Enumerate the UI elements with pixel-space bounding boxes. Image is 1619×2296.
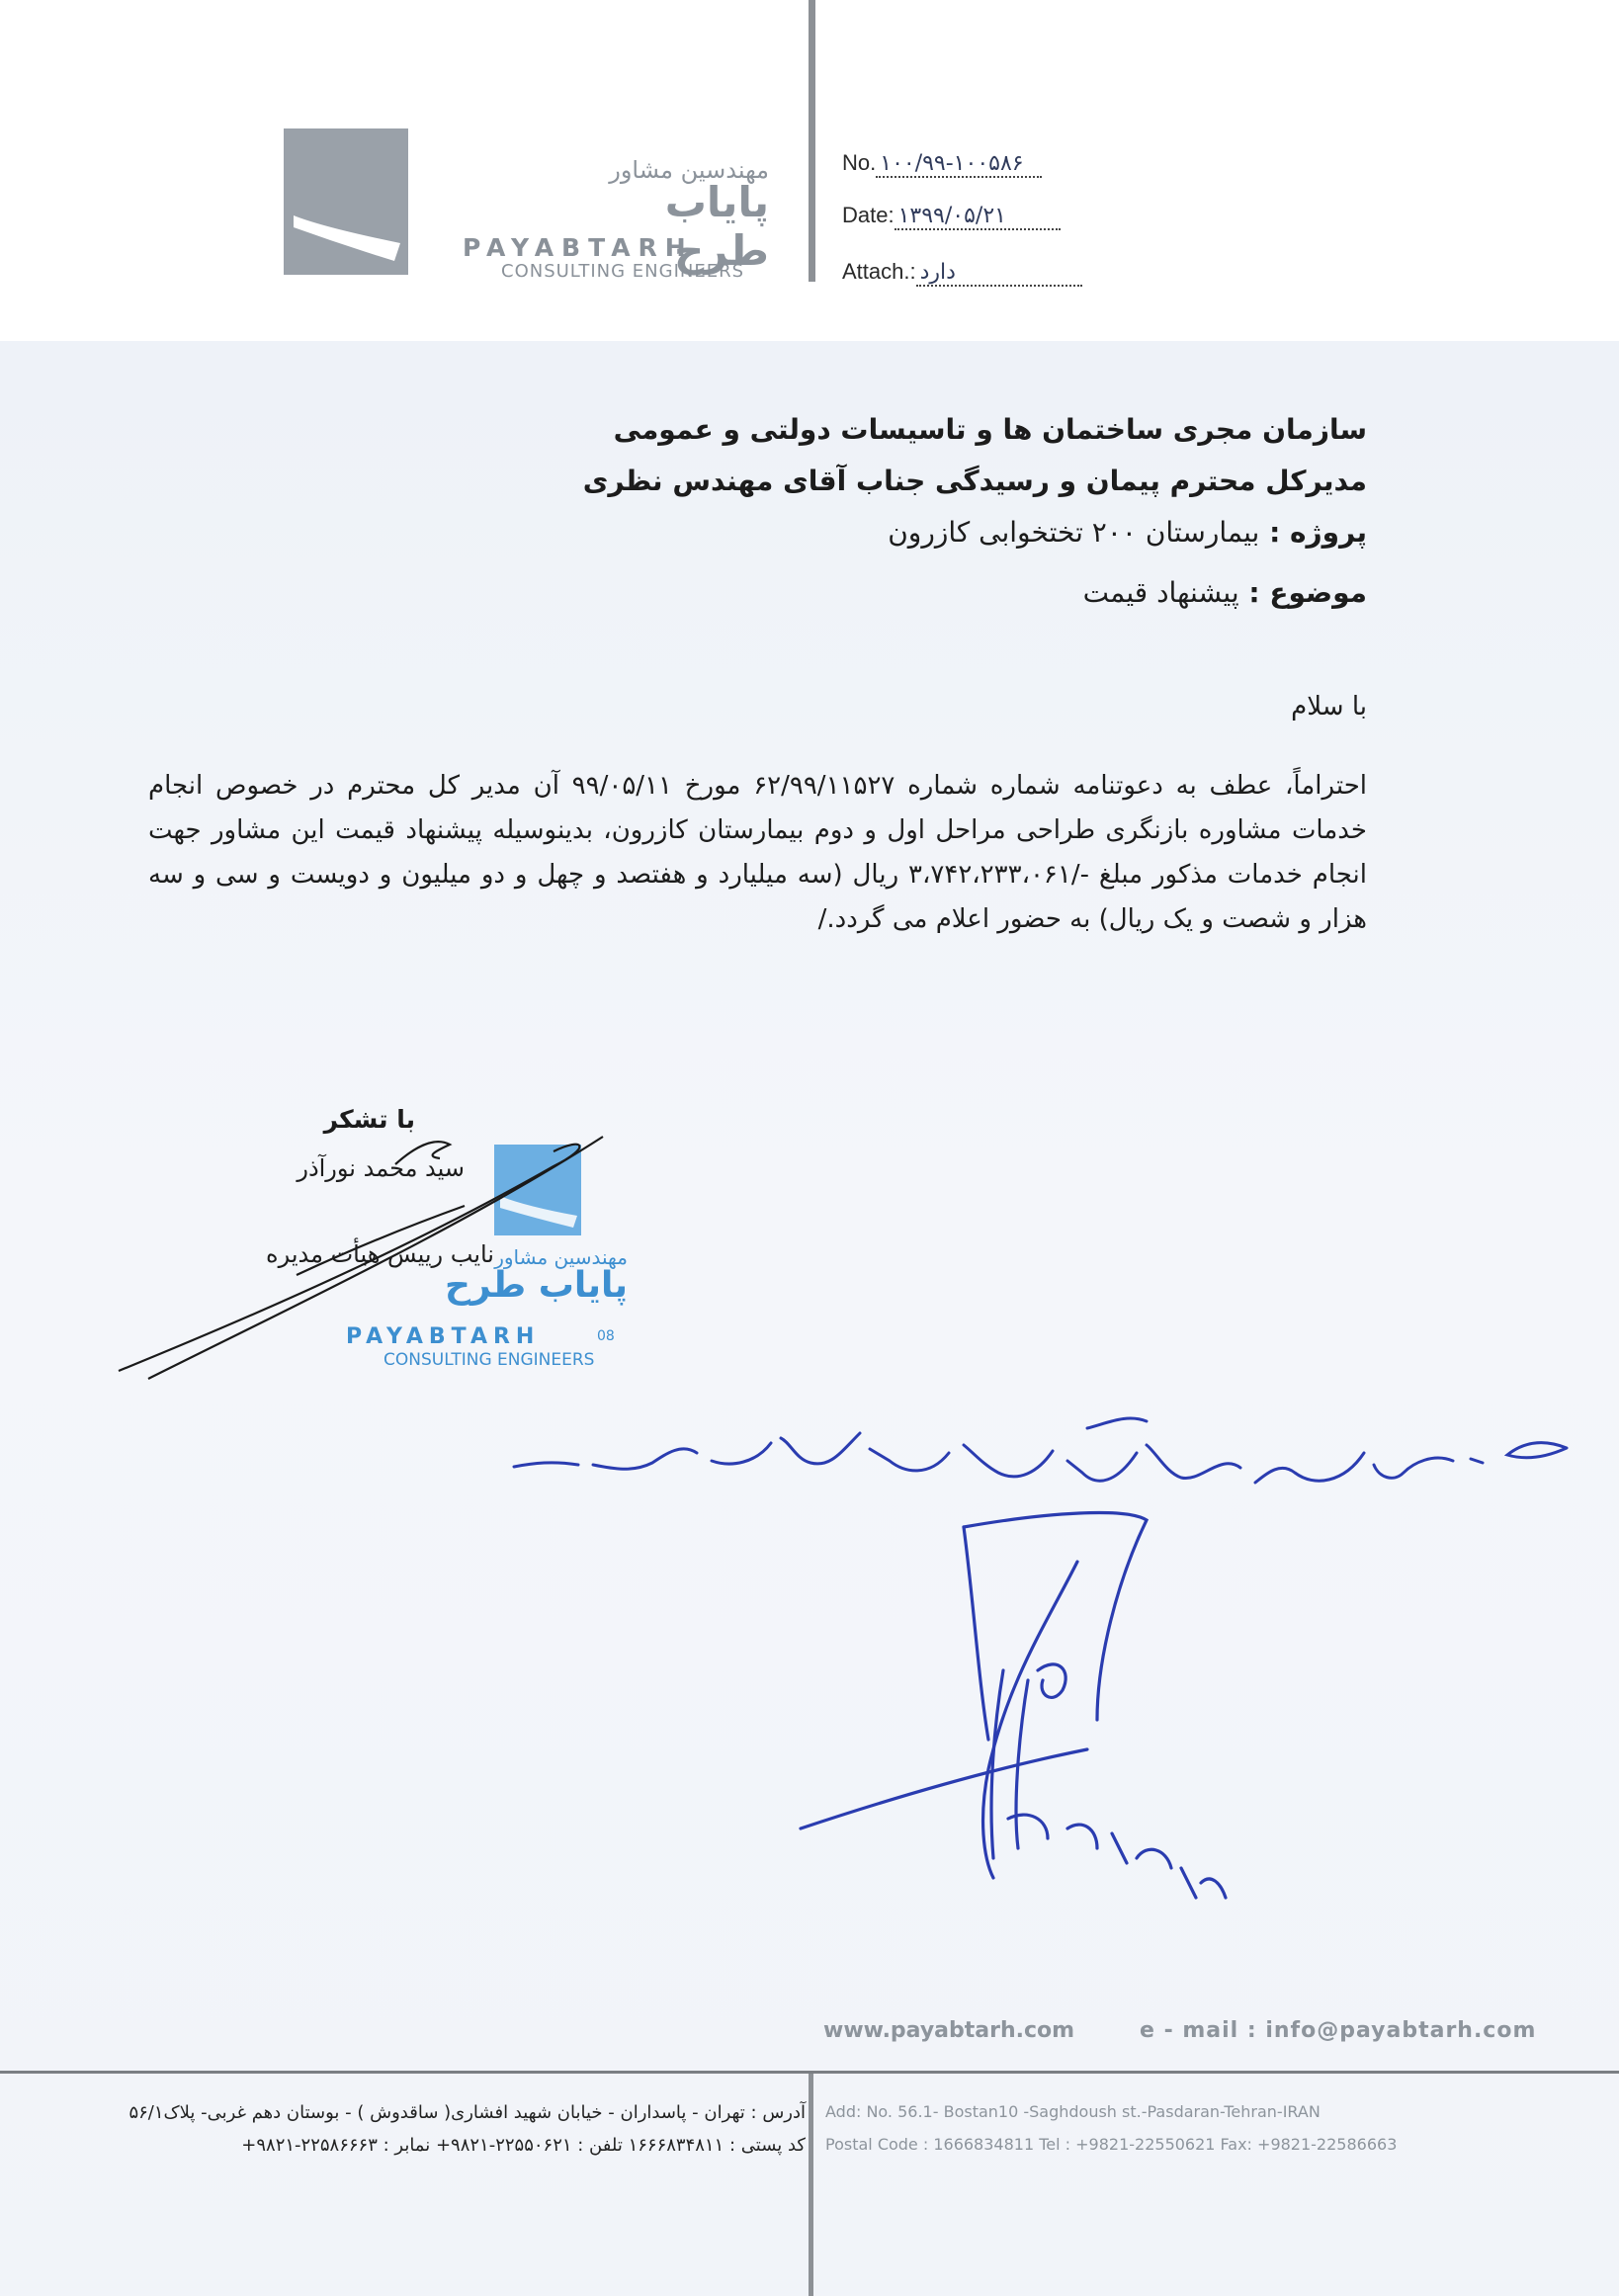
closing: با تشکر bbox=[323, 1105, 415, 1134]
blue-signature-icon bbox=[801, 1513, 1226, 1898]
recipient-org: سازمان مجری ساختمان ها و تاسیسات دولتی و عمومی bbox=[613, 413, 1367, 446]
logo-farsi-name: پایاب طرح bbox=[664, 178, 769, 275]
stamp-farsi-small: مهندسین مشاور bbox=[494, 1245, 628, 1269]
project-value: بیمارستان ۲۰۰ تختخوابی کازرون bbox=[888, 516, 1260, 549]
greeting: با سلام bbox=[1291, 692, 1367, 722]
black-signature-icon bbox=[119, 1137, 603, 1379]
footer-address-fa: آدرس : تهران - پاسداران - خیابان شهید افشاری( ساقدوش ) - بوستان دهم غربی- پلاک۵۶/۱ bbox=[128, 2102, 806, 2123]
signer-name: سید محمد نورآذر bbox=[297, 1154, 465, 1182]
recipient-person: مدیرکل محترم پیمان و رسیدگی جناب آقای مهندس نظری bbox=[582, 465, 1367, 497]
stamp-english: PAYABTARH bbox=[346, 1324, 541, 1349]
project-label: پروژه : bbox=[1269, 516, 1367, 549]
ref-attach-label: Attach.: bbox=[842, 259, 916, 284]
footer-website[interactable]: www.payabtarh.com bbox=[823, 2018, 1075, 2043]
handwritten-note-icon bbox=[514, 1418, 1567, 1483]
footer-email[interactable]: e - mail : info@payabtarh.com bbox=[1140, 2018, 1537, 2043]
signer-title: نایب رییس هیأت مدیره bbox=[266, 1240, 494, 1268]
subject-value: پیشنهاد قیمت bbox=[1082, 576, 1239, 609]
letter-body: احتراماً، عطف به دعوتنامه شماره شماره ۶۲/۹۹/۱۱۵۲۷ مورخ ۹۹/۰۵/۱۱ آن مدیر کل محترم در خصوص انجام خدمات مشاوره بازنگری طراحی مراحل اول و دوم بیمارستان کازرون، بدینوسیله پیشنهاد قیمت این مشاور جهت انجام خدمات مذکور مبلغ -/۳،۷۴۲،۲۳۳،۰۶۱ ریال (سه میلیارد و هفتصد و چهل و دو میلیون و دویست و سی و سه هزار و شصت و یک ریال) به حضور اعلام می گردد./ bbox=[148, 771, 1367, 934]
stamp-english-sub: CONSULTING ENGINEERS bbox=[383, 1350, 595, 1370]
logo-english: PAYABTARH bbox=[463, 233, 694, 262]
footer-contacts-en: Postal Code : 1666834811 Tel : +9821-22550621 Fax: +9821-22586663 bbox=[825, 2135, 1398, 2154]
footer-address-en: Add: No. 56.1- Bostan10 -Saghdoush st.-Pasdaran-Tehran-IRAN bbox=[825, 2102, 1321, 2121]
stamp-farsi-name: پایاب طرح bbox=[444, 1265, 628, 1306]
ref-attach-value: دارد bbox=[916, 260, 1082, 287]
stamp-number: 08 bbox=[597, 1328, 615, 1344]
ref-number-value: ۱۰۰/۹۹-۱۰۰۵۸۶ bbox=[876, 151, 1042, 178]
ref-date-label: Date: bbox=[842, 203, 895, 227]
subject-label: موضوع : bbox=[1248, 576, 1367, 609]
ref-date-value: ۱۳۹۹/۰۵/۲۱ bbox=[895, 204, 1061, 230]
logo-english-sub: CONSULTING ENGINEERS bbox=[501, 261, 745, 282]
ref-number-label: No. bbox=[842, 150, 877, 175]
logo-farsi-small: مهندسین مشاور bbox=[609, 156, 769, 184]
footer-contacts-fa: کد پستی : ۱۶۶۶۸۳۴۸۱۱ تلفن : ۲۲۵۵۰۶۲۱-۹۸۲۱+ نمابر : ۲۲۵۸۶۶۶۳-۹۸۲۱+ bbox=[241, 2135, 806, 2156]
